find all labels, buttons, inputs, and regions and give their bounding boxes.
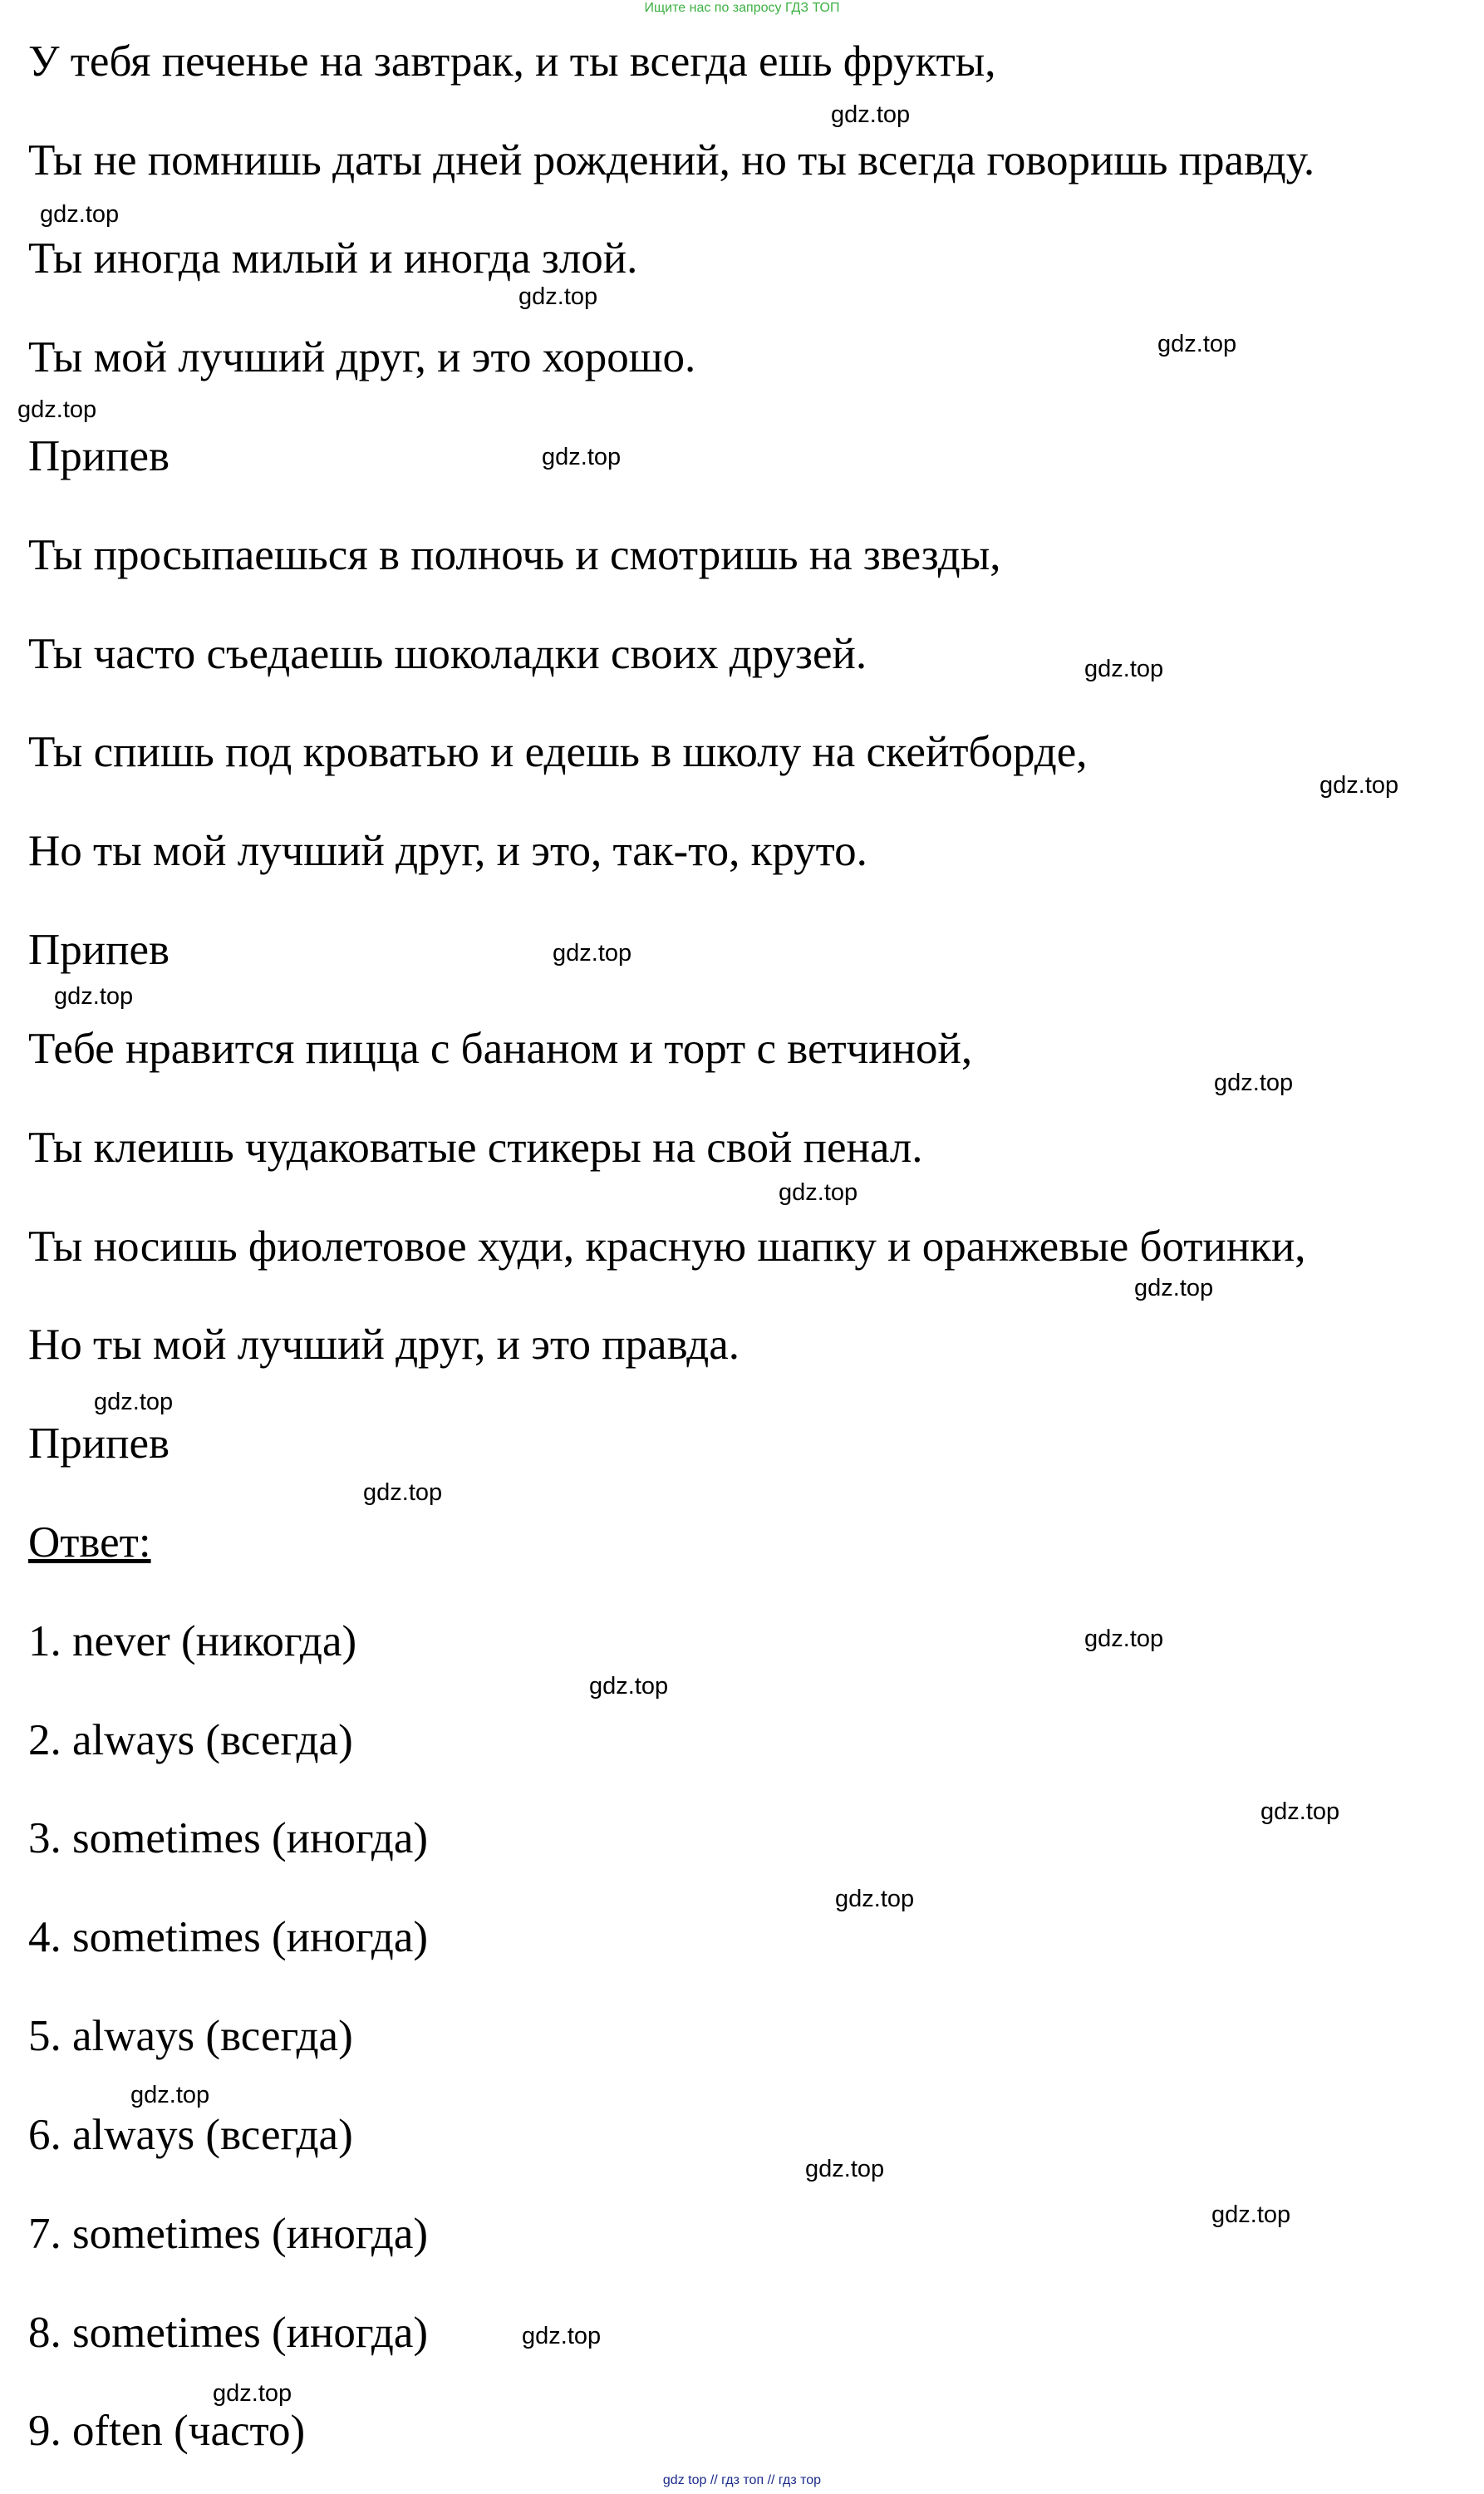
watermark: gdz.top <box>1260 1798 1340 1825</box>
answer-item: 7. sometimes (иногда) <box>28 2210 429 2258</box>
lyrics-line: Ты иногда милый и иногда злой. <box>28 234 638 283</box>
watermark: gdz.top <box>779 1179 858 1206</box>
chorus-label: Припев <box>28 1419 170 1468</box>
chorus-label: Припев <box>28 926 170 974</box>
answer-item: 3. sometimes (иногда) <box>28 1814 429 1862</box>
watermark: gdz.top <box>1211 2201 1291 2228</box>
watermark: gdz.top <box>213 2380 292 2407</box>
answer-item: 9. often (часто) <box>28 2407 306 2455</box>
answer-item: 1. never (никогда) <box>28 1617 357 1665</box>
lyrics-line: Ты спишь под кроватью и едешь в школу на скейтборде, <box>28 728 1088 776</box>
lyrics-line: Ты часто съедаешь шоколадки своих друзей. <box>28 630 867 678</box>
answer-item: 8. sometimes (иногда) <box>28 2309 429 2357</box>
answer-item: 6. always (всегда) <box>28 2111 353 2159</box>
lyrics-line: Ты носишь фиолетовое худи, красную шапку и оранжевые ботинки, <box>28 1222 1306 1271</box>
watermark: gdz.top <box>1084 1626 1164 1652</box>
lyrics-line: У тебя печенье на завтрак, и ты всегда ешь фрукты, <box>28 37 996 86</box>
lyrics-line: Но ты мой лучший друг, и это правда. <box>28 1321 740 1369</box>
watermark: gdz.top <box>1134 1275 1214 1301</box>
answer-heading: Ответ: <box>28 1518 151 1567</box>
lyrics-line: Ты просыпаешься в полночь и смотришь на звезды, <box>28 531 1001 579</box>
watermark: gdz.top <box>94 1389 174 1415</box>
watermark: gdz.top <box>805 2156 885 2182</box>
watermark: gdz.top <box>1157 331 1237 357</box>
watermark: gdz.top <box>522 2323 602 2349</box>
watermark: gdz.top <box>363 1479 443 1506</box>
lyrics-line: Но ты мой лучший друг, и это, так-то, круто. <box>28 827 867 875</box>
watermark: gdz.top <box>130 2082 210 2108</box>
answer-item: 5. always (всегда) <box>28 2012 353 2060</box>
lyrics-line: Ты не помнишь даты дней рождений, но ты всегда говоришь правду. <box>28 136 1315 184</box>
watermark: gdz.top <box>54 983 134 1010</box>
watermark: gdz.top <box>553 940 632 967</box>
top-banner: Ищите нас по запросу ГДЗ ТОП <box>644 1 840 15</box>
watermark: gdz.top <box>835 1886 915 1912</box>
watermark: gdz.top <box>589 1673 669 1700</box>
footer: gdz top // гдз топ // гдз тор <box>662 2473 822 2487</box>
watermark: gdz.top <box>518 283 598 310</box>
watermark: gdz.top <box>542 444 622 470</box>
lyrics-line: Тебе нравится пицца с бананом и торт с ветчиной, <box>28 1025 973 1073</box>
watermark: gdz.top <box>40 201 120 228</box>
watermark: gdz.top <box>1319 772 1399 799</box>
lyrics-line: Ты мой лучший друг, и это хорошо. <box>28 333 696 381</box>
watermark: gdz.top <box>1084 656 1164 682</box>
answer-item: 4. sometimes (иногда) <box>28 1913 429 1961</box>
answer-item: 2. always (всегда) <box>28 1716 353 1764</box>
watermark: gdz.top <box>1214 1070 1294 1096</box>
lyrics-line: Ты клеишь чудаковатые стикеры на свой пенал. <box>28 1124 923 1172</box>
watermark: gdz.top <box>831 101 911 128</box>
watermark: gdz.top <box>17 396 97 423</box>
chorus-label: Припев <box>28 432 170 480</box>
